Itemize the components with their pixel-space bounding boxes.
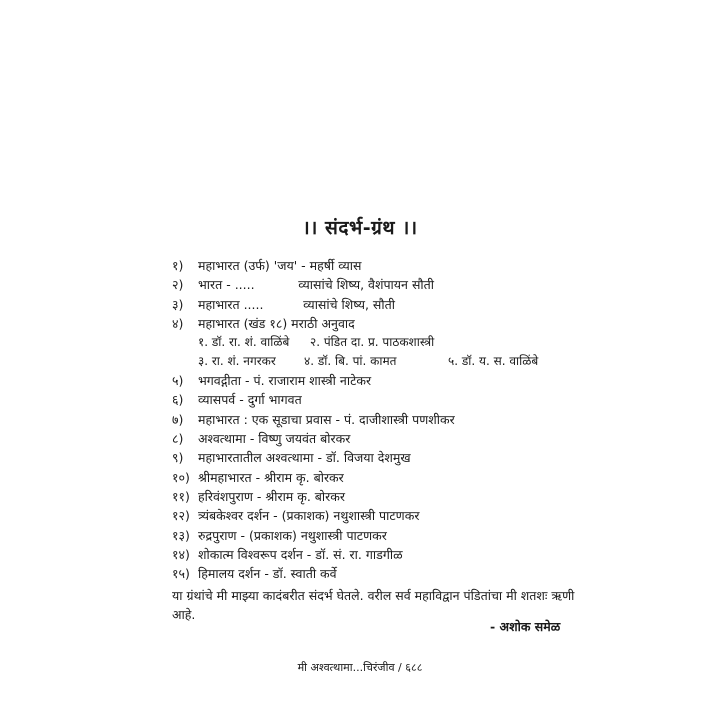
closing-line-2: आहे. — [172, 607, 196, 622]
translator-5: ५. डॉ. य. स. वाळिंबे — [448, 354, 539, 369]
reference-number: ७) — [172, 411, 184, 427]
reference-text: अश्वत्थामा - विष्णु जयवंत बोरकर — [197, 431, 351, 447]
reference-number: १२) — [172, 508, 190, 524]
reference-text: रुद्रपुराण - (प्रकाशक) नथुशास्त्री पाटणकर — [197, 527, 387, 543]
reference-number: ५) — [172, 373, 184, 389]
reference-text: त्र्यंबकेश्वर दर्शन - (प्रकाशक) नथुशास्त्री पाटणकर — [197, 508, 420, 524]
reference-number: १३) — [172, 527, 190, 543]
reference-item — [172, 468, 612, 487]
reference-text: व्यासपर्व - दुर्गा भागवत — [197, 392, 302, 408]
reference-item — [172, 448, 612, 467]
page-footer: मी अश्वत्थामा...चिरंजीव / ६८८ — [297, 661, 423, 674]
reference-text: शोकात्म विश्वरूप दर्शन - डॉ. सं. रा. गाडगीळ — [197, 546, 403, 562]
closing-line-1: या ग्रंथांचे मी माझ्या कादंबरीत संदर्भ घेतले. वरील सर्व महाविद्वान पंडितांचा मी शतशः ऋणी — [172, 588, 575, 603]
reference-text: महाभारतातील अश्वत्थामा - डॉ. विजया देशमुख — [197, 450, 411, 466]
translator-4: ४. डॉ. बि. पां. कामत — [304, 354, 397, 369]
translator-3: ३. रा. शं. नगरकर — [198, 354, 276, 369]
reference-list — [172, 256, 612, 583]
reference-text: हिमालय दर्शन - डॉ. स्वाती कर्वे — [197, 566, 337, 582]
reference-item — [172, 429, 612, 448]
reference-number: ८) — [172, 431, 184, 447]
reference-text: हरिवंशपुराण - श्रीराम कृ. बोरकर — [197, 488, 345, 504]
reference-number: ९) — [172, 450, 184, 466]
reference-text: महाभारत ..... व्यासांचे शिष्य, सौती — [197, 296, 395, 312]
author-signature: - अशोक समेळ — [490, 619, 561, 634]
reference-number: ३) — [172, 296, 184, 312]
translator-row — [172, 352, 612, 371]
reference-text: श्रीमहाभारत - श्रीराम कृ. बोरकर — [197, 469, 344, 485]
reference-item — [172, 545, 612, 564]
reference-item — [172, 506, 612, 525]
reference-item — [172, 314, 612, 333]
reference-number: २) — [172, 277, 184, 293]
reference-item — [172, 526, 612, 545]
reference-number: १) — [172, 258, 184, 273]
reference-number: १४) — [172, 546, 190, 562]
reference-number: ६) — [172, 392, 184, 408]
reference-item — [172, 410, 612, 429]
reference-item — [172, 390, 612, 409]
reference-item — [172, 371, 612, 390]
reference-number: १०) — [172, 469, 190, 485]
page-title: ।। संदर्भ-ग्रंथ ।। — [302, 217, 418, 239]
reference-text: भारत - ..... व्यासांचे शिष्य, वैशंपायन सौती — [197, 277, 435, 293]
reference-item — [172, 256, 612, 275]
reference-item — [172, 275, 612, 294]
reference-item — [172, 487, 612, 506]
reference-text: महाभारत : एक सूडाचा प्रवास - पं. दाजीशास्त्री पणशीकर — [197, 411, 455, 427]
reference-number: १५) — [172, 566, 190, 582]
reference-item — [172, 295, 612, 314]
reference-text: महाभारत (उर्फ) 'जय' - महर्षी व्यास — [197, 258, 362, 273]
translator-1: १. डॉ. रा. शं. वाळिंबे — [198, 335, 290, 350]
translator-2: २. पंडित दा. प्र. पाठकशास्त्री — [310, 335, 435, 350]
reference-number: ११) — [172, 488, 190, 504]
reference-number: ४) — [172, 315, 184, 331]
reference-text: महाभारत (खंड १८) मराठी अनुवाद — [197, 315, 355, 331]
reference-item — [172, 564, 612, 583]
reference-text: भगवद्गीता - पं. राजाराम शास्त्री नाटेकर — [197, 373, 372, 389]
translator-row — [172, 333, 612, 352]
